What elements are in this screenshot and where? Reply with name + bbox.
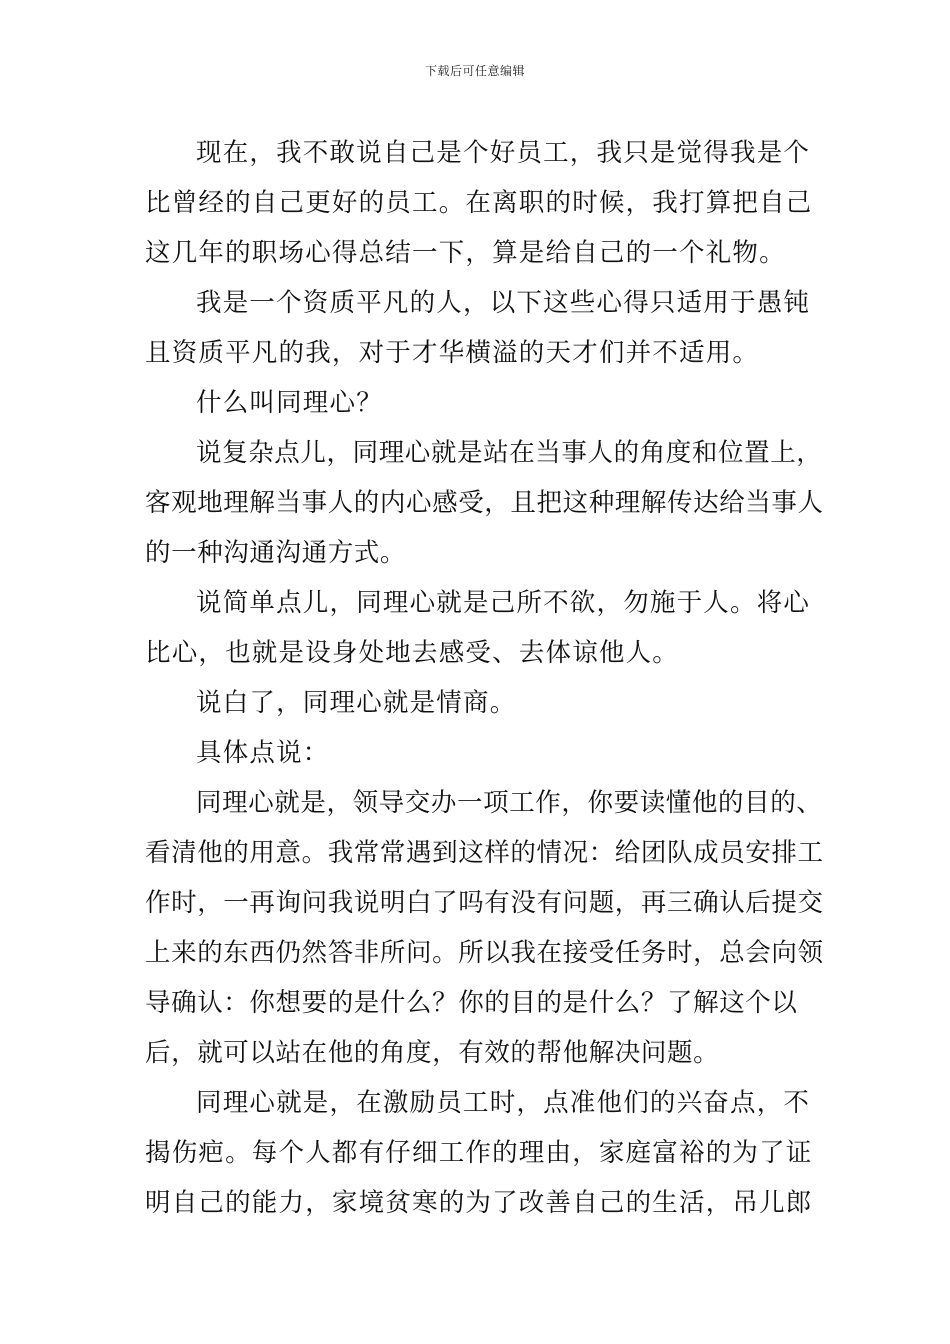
paragraph-4: 说复杂点儿，同理心就是站在当事人的角度和位置上，客观地理解当事人的内心感受，且把这种理解传达给当事人的一种沟通沟通方式。 — [145, 438, 824, 568]
document-body — [145, 128, 825, 1228]
paragraph-9: 同理心就是，在激励员工时，点准他们的兴奋点，不揭伤疤。每个人都有仔细工作的理由，家庭富裕的为了证明自己的能力，家境贫寒的为了改善自己的生活，吊儿郎 — [145, 1088, 813, 1218]
paragraph-1: 现在，我不敢说自己是个好员工，我只是觉得我是个比曾经的自己更好的员工。在离职的时候，我打算把自己这几年的职场心得总结一下，算是给自己的一个礼物。 — [145, 138, 813, 268]
page-header: 下载后可任意编辑 — [424, 64, 525, 78]
paragraph-5: 说简单点儿，同理心就是己所不欲，勿施于人。将心比心，也就是设身处地去感受、去体谅他人。 — [145, 588, 811, 668]
paragraph-6: 说白了，同理心就是情商。 — [196, 688, 517, 718]
paragraph-3: 什么叫同理心？ — [196, 388, 383, 418]
paragraph-2: 我是一个资质平凡的人，以下这些心得只适用于愚钝且资质平凡的我，对于才华横溢的天才们并不适用。 — [145, 288, 811, 368]
paragraph-8: 同理心就是，领导交办一项工作，你要读懂他的目的、看清他的用意。我常常遇到这样的情况：给团队成员安排工作时，一再询问我说明白了吗有没有问题，再三确认后提交上来的东西仍然答非所问。所以我在接受任务时，总会向领导确认：你想要的是什么？你的目的是什么？了解这个以后，就可以站在他的角度，有效的帮他解决问题。 — [145, 788, 824, 1068]
paragraph-7: 具体点说： — [196, 738, 330, 768]
